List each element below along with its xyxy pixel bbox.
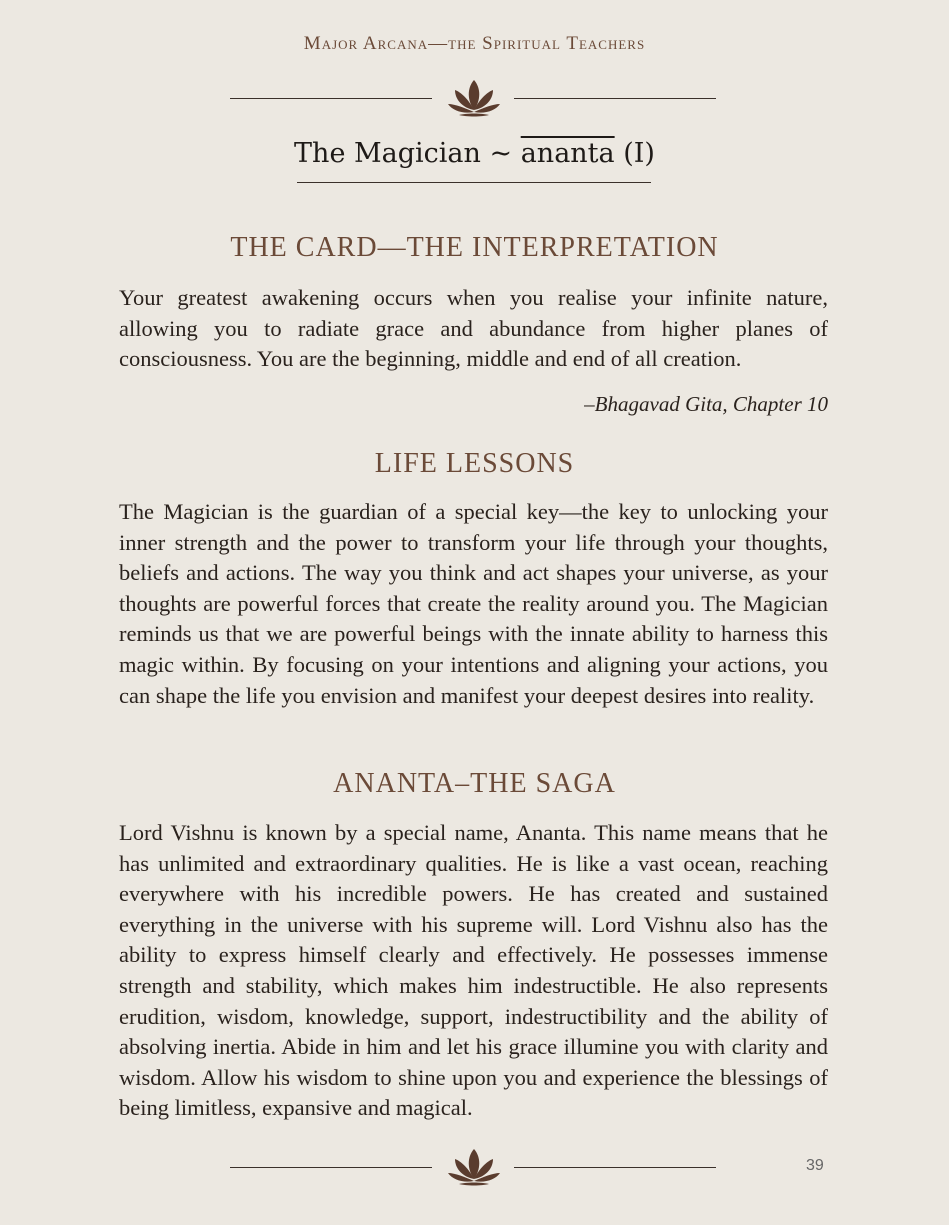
divider-right <box>514 1167 716 1168</box>
section-heading-card: THE CARD—THE INTERPRETATION <box>230 232 719 263</box>
section-heading-life-lessons: LIFE LESSONS <box>374 448 575 479</box>
page-number: 39 <box>806 1157 824 1174</box>
top-ornament <box>0 78 949 118</box>
saga-text: Lord Vishnu is known by a special name, Ananta. This name means that he has unlimited and extraordinary qualities. He is like a vast ocean, reaching everywhere with his incredible powers. He has created and sustained everything in the universe with his supreme will. Lord Vishnu also has the ability to express himself clearly and effectively. He possesses immense strength and stability, which makes him indestructible. He also represents erudition, wisdom, knowledge, support, indestructibility and the ability of absolving inertia. Abide in him and let his grace illumine you with clarity and wisdom. Allow his wisdom to shine upon you and experience the blessings of being limitless, expansive and magical. <box>119 820 828 1121</box>
title-main: The Magician ~ <box>294 138 521 169</box>
running-header: Major Arcana—the Spiritual Teachers <box>303 33 646 54</box>
divider-left <box>230 1167 432 1168</box>
attribution-source: Bhagavad Gita, Chapter 10 <box>594 392 828 416</box>
quote-attribution <box>584 392 828 417</box>
divider-left <box>230 98 432 99</box>
divider-right <box>514 98 716 99</box>
card-interpretation-text: Your greatest awakening occurs when you realise your infinite nature, allowing you to radiate grace and abundance from higher planes of consciousness. You are the beginning, middle and end of all creation. <box>119 285 828 372</box>
lotus-icon <box>447 1147 501 1187</box>
page-title <box>0 138 949 169</box>
attribution-dash: – <box>584 392 595 416</box>
life-lessons-text: The Magician is the guardian of a special key—the key to unlocking your inner strength and the power to transform your life through your thoughts, beliefs and actions. The way you think and act shapes your universe, as your thoughts are powerful forces that create the reality around you. The Magician reminds us that we are powerful beings with the innate ability to harness this magic within. By focusing on your intentions and aligning your actions, you can shape the life you envision and manifest your deepest desires into reality. <box>119 499 828 708</box>
title-underline <box>297 182 651 183</box>
section-heading-saga: ANANTA–THE SAGA <box>333 768 616 799</box>
title-numeral: (I) <box>614 138 655 169</box>
lotus-icon <box>447 78 501 118</box>
title-sanskrit: ananta <box>520 138 615 169</box>
